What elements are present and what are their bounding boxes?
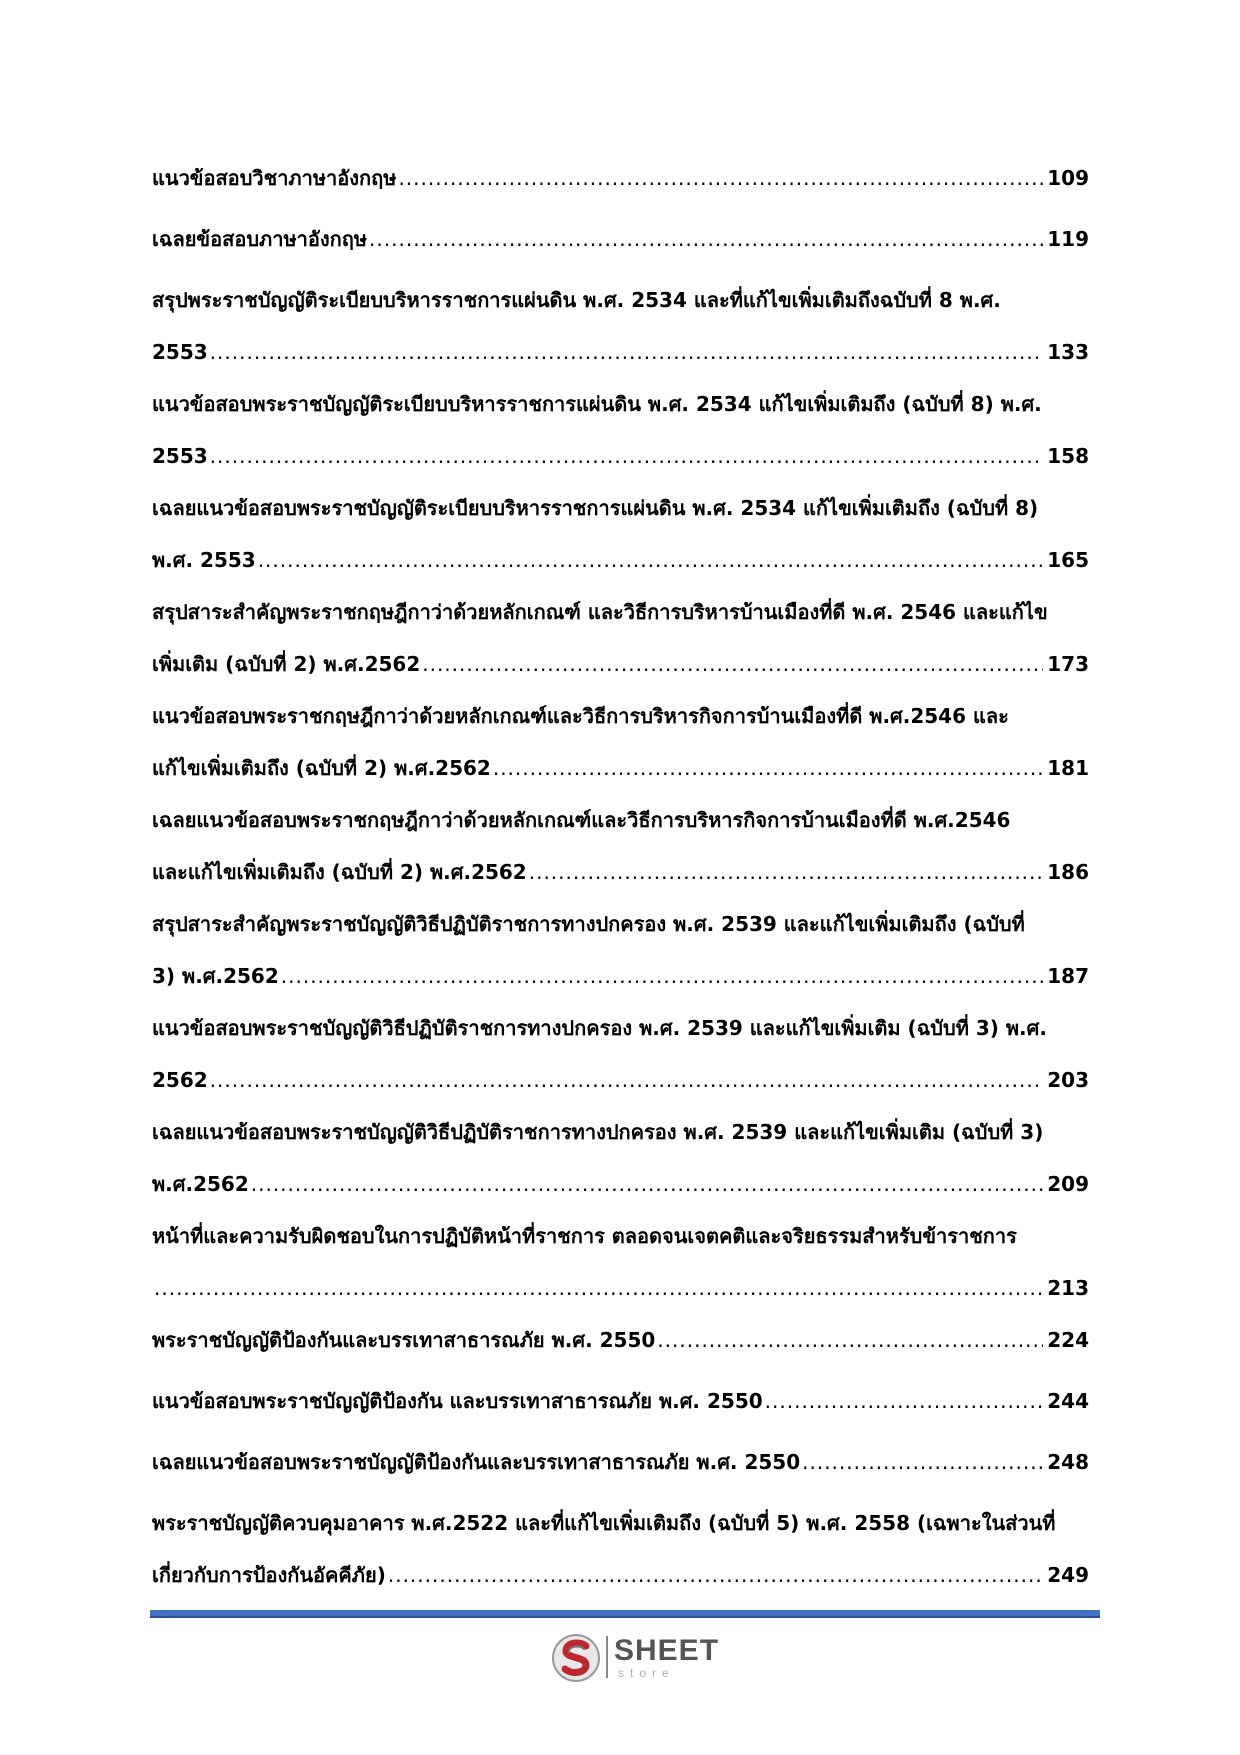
toc-entry-title: พระราชบัญญัติป้องกันและบรรเทาสาธารณภัย พ.ศ. 2550 — [152, 1328, 656, 1352]
toc-entry[interactable] — [152, 482, 1089, 586]
toc-page-number: 109 — [1047, 166, 1089, 190]
dot-leader — [154, 1262, 1043, 1314]
toc-page-number: 249 — [1047, 1563, 1089, 1587]
toc-entry[interactable] — [152, 1375, 1089, 1427]
toc-entry-title: แนวข้อสอบพระราชบัญญัติป้องกัน และบรรเทาสาธารณภัย พ.ศ. 2550 — [152, 1389, 763, 1413]
toc-entry-title-cont: และแก้ไขเพิ่มเติมถึง (ฉบับที่ 2) พ.ศ.2562 — [152, 860, 527, 884]
toc-entry[interactable] — [152, 1106, 1089, 1210]
s-emblem-icon — [550, 1632, 602, 1684]
toc-entry[interactable] — [152, 1314, 1089, 1366]
toc-page-number: 203 — [1047, 1068, 1089, 1092]
dot-leader — [281, 950, 1043, 1002]
toc-entry-title: หน้าที่และความรับผิดชอบในการปฏิบัติหน้าที่ราชการ ตลอดจนเจตคติและจริยธรรมสำหรับข้าราชการ — [152, 1224, 1017, 1248]
toc-entry-title: สรุปสาระสำคัญพระราชบัญญัติวิธีปฏิบัติราชการทางปกครอง พ.ศ. 2539 และแก้ไขเพิ่มเติมถึง (ฉบับที่ — [152, 912, 1025, 936]
toc-page-number: 186 — [1047, 860, 1089, 884]
toc-page-number: 244 — [1047, 1389, 1089, 1413]
toc-entry-title: แนวข้อสอบพระราชบัญญัติระเบียบบริหารราชการแผ่นดิน พ.ศ. 2534 แก้ไขเพิ่มเติมถึง (ฉบับที่ 8) พ.ศ. — [152, 392, 1042, 416]
dot-leader — [251, 1158, 1044, 1210]
toc-entry[interactable] — [152, 213, 1089, 265]
logo-divider — [606, 1636, 608, 1678]
dot-leader — [765, 1375, 1044, 1427]
toc-entry-title-cont: 2553 — [152, 444, 208, 468]
toc-entry[interactable] — [152, 1002, 1089, 1106]
logo-subtext: store — [618, 1666, 675, 1680]
dot-leader — [422, 638, 1043, 690]
toc-page-number: 119 — [1047, 227, 1089, 251]
dot-leader — [657, 1314, 1043, 1366]
toc-entry-title: เฉลยแนวข้อสอบพระราชบัญญัติวิธีปฏิบัติราชการทางปกครอง พ.ศ. 2539 และแก้ไขเพิ่มเติม (ฉบับที่ 3) — [152, 1120, 1044, 1144]
toc-entry[interactable] — [152, 1210, 1089, 1314]
dot-leader — [369, 213, 1043, 265]
toc-entry-title: พระราชบัญญัติควบคุมอาคาร พ.ศ.2522 และที่แก้ไขเพิ่มเติมถึง (ฉบับที่ 5) พ.ศ. 2558 (เฉพาะในส่วนที่ — [152, 1511, 1056, 1535]
toc-page-number: 165 — [1047, 548, 1089, 572]
toc-entry[interactable] — [152, 586, 1089, 690]
toc-entry-title: สรุปพระราชบัญญัติระเบียบบริหารราชการแผ่นดิน พ.ศ. 2534 และที่แก้ไขเพิ่มเติมถึงฉบับที่ 8 พ.ศ. — [152, 288, 1001, 312]
dot-leader — [210, 1054, 1044, 1106]
dot-leader — [529, 846, 1044, 898]
toc-entry[interactable] — [152, 1436, 1089, 1488]
toc-page-number: 213 — [1047, 1276, 1089, 1300]
toc-entry-title: สรุปสาระสำคัญพระราชกฤษฎีกาว่าด้วยหลักเกณฑ์ และวิธีการบริหารบ้านเมืองที่ดี พ.ศ. 2546 และแก้ไข — [152, 600, 1048, 624]
toc-entry-title-cont: พ.ศ.2562 — [152, 1172, 249, 1196]
toc-entry[interactable] — [152, 794, 1089, 898]
toc-entry-title-cont: พ.ศ. 2553 — [152, 548, 256, 572]
dot-leader — [258, 534, 1044, 586]
table-of-contents — [152, 152, 1089, 1601]
toc-entry-title-cont: แก้ไขเพิ่มเติมถึง (ฉบับที่ 2) พ.ศ.2562 — [152, 756, 491, 780]
toc-entry-title-cont: เพิ่มเติม (ฉบับที่ 2) พ.ศ.2562 — [152, 652, 421, 676]
toc-entry-title-cont: 3) พ.ศ.2562 — [152, 964, 279, 988]
dot-leader — [210, 326, 1044, 378]
toc-page-number: 224 — [1047, 1328, 1089, 1352]
toc-entry[interactable] — [152, 378, 1089, 482]
toc-entry[interactable] — [152, 690, 1089, 794]
toc-entry-title: แนวข้อสอบวิชาภาษาอังกฤษ — [152, 166, 397, 190]
toc-entry[interactable] — [152, 898, 1089, 1002]
toc-page-number: 187 — [1047, 964, 1089, 988]
logo-wordmark: SHEET — [614, 1634, 720, 1667]
toc-page-number: 248 — [1047, 1450, 1089, 1474]
toc-entry[interactable] — [152, 274, 1089, 378]
toc-entry[interactable] — [152, 152, 1089, 204]
dot-leader — [210, 430, 1044, 482]
toc-entry-title: แนวข้อสอบพระราชบัญญัติวิธีปฏิบัติราชการทางปกครอง พ.ศ. 2539 และแก้ไขเพิ่มเติม (ฉบับที่ 3) พ.ศ. — [152, 1016, 1047, 1040]
dot-leader — [388, 1549, 1043, 1601]
toc-page-number: 173 — [1047, 652, 1089, 676]
dot-leader — [398, 152, 1043, 204]
toc-entry-title-cont: เกี่ยวกับการป้องกันอัคคีภัย) — [152, 1563, 386, 1587]
toc-entry-title: เฉลยแนวข้อสอบพระราชกฤษฎีกาว่าด้วยหลักเกณฑ์และวิธีการบริหารกิจการบ้านเมืองที่ดี พ.ศ.2546 — [152, 808, 1011, 832]
toc-entry-title: เฉลยแนวข้อสอบพระราชบัญญัติระเบียบบริหารราชการแผ่นดิน พ.ศ. 2534 แก้ไขเพิ่มเติมถึง (ฉบับที่ 8) — [152, 496, 1039, 520]
toc-entry-title: แนวข้อสอบพระราชกฤษฎีกาว่าด้วยหลักเกณฑ์และวิธีการบริหารกิจการบ้านเมืองที่ดี พ.ศ.2546 และ — [152, 704, 1009, 728]
toc-page-number: 209 — [1047, 1172, 1089, 1196]
toc-entry-title-cont: 2553 — [152, 340, 208, 364]
toc-page-number: 133 — [1047, 340, 1089, 364]
toc-page-number: 158 — [1047, 444, 1089, 468]
sheet-store-logo — [550, 1630, 720, 1686]
toc-entry-title: เฉลยแนวข้อสอบพระราชบัญญัติป้องกันและบรรเทาสาธารณภัย พ.ศ. 2550 — [152, 1450, 801, 1474]
dot-leader — [493, 742, 1043, 794]
toc-entry-title-cont: 2562 — [152, 1068, 208, 1092]
footer-rule — [150, 1610, 1100, 1618]
toc-page-number: 181 — [1047, 756, 1089, 780]
toc-entry-title: เฉลยข้อสอบภาษาอังกฤษ — [152, 227, 368, 251]
toc-entry[interactable] — [152, 1497, 1089, 1601]
dot-leader — [802, 1436, 1043, 1488]
